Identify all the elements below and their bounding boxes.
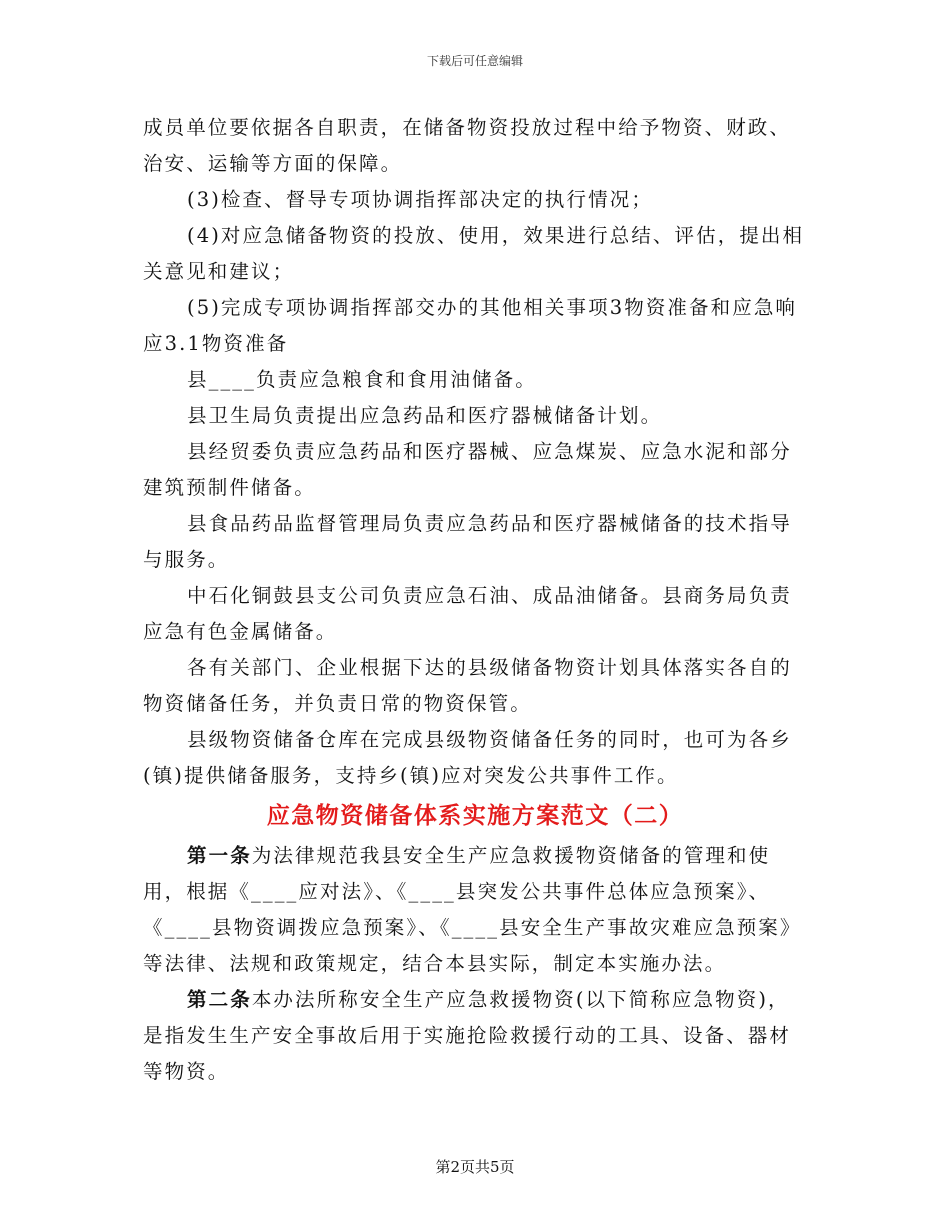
- page-header-note: 下载后可任意编辑: [426, 54, 523, 68]
- paragraph: (4)对应急储备物资的投放、使用，效果进行总结、评估，提出相关意见和建议；: [143, 224, 805, 283]
- section-title: 应急物资储备体系实施方案范文（二）: [266, 803, 684, 829]
- paragraph: 县经贸委负责应急药品和医疗器械、应急煤炭、应急水泥和部分建筑预制件储备。: [143, 440, 792, 499]
- article-paragraph: [143, 982, 807, 1090]
- paragraph: 县____负责应急粮食和食用油储备。: [187, 368, 537, 391]
- paragraph: (3)检查、督导专项协调指挥部决定的执行情况；: [187, 188, 653, 211]
- paragraph: 各有关部门、企业根据下达的县级储备物资计划具体落实各自的物资储备任务，并负责日常的物资保管。: [143, 656, 792, 715]
- article-lead: 第一条: [187, 844, 252, 867]
- paragraph: 县食品药品监督管理局负责应急药品和医疗器械储备的技术指导与服务。: [143, 512, 792, 571]
- paragraph: 县卫生局负责提出应急药品和医疗器械储备计划。: [187, 404, 663, 427]
- document-body: [143, 110, 807, 1090]
- article-text: 为法律规范我县安全生产应急救援物资储备的管理和使用，根据《____应对法》、《____县突发公共事件总体应急预案》、《____县物资调拨应急预案》、《____县安全生产事故灾难应急预案》等法律、法规和政策规定，结合本县实际，制定本实施办法。: [143, 844, 802, 975]
- paragraph: 成员单位要依据各自职责，在储备物资投放过程中给予物资、财政、治安、运输等方面的保障。: [143, 116, 792, 175]
- page-footer: 第2页共5页: [435, 1158, 515, 1176]
- article-lead: 第二条: [187, 988, 252, 1011]
- paragraph: 县级物资储备仓库在完成县级物资储备任务的同时，也可为各乡(镇)提供储备服务，支持乡(镇)应对突发公共事件工作。: [143, 728, 792, 787]
- paragraph: (5)完成专项协调指挥部交办的其他相关事项3物资准备和应急响应3.1物资准备: [143, 296, 798, 355]
- paragraph: 中石化铜鼓县支公司负责应急石油、成品油储备。县商务局负责应急有色金属储备。: [143, 584, 792, 643]
- article-paragraph: [143, 838, 807, 982]
- article-text: 本办法所称安全生产应急救援物资(以下简称应急物资)，是指发生生产安全事故后用于实施抢险救援行动的工具、设备、器材等物资。: [143, 988, 792, 1083]
